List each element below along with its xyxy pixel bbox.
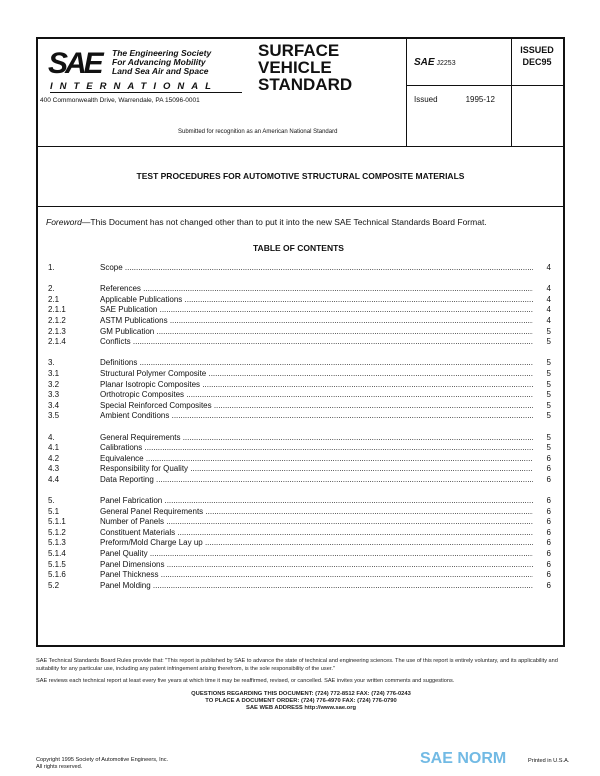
toc-page: 6: [546, 549, 551, 559]
toc-entry[interactable]: [46, 464, 551, 475]
toc-number: 4.: [48, 432, 55, 442]
issued-date: 1995-12: [465, 95, 495, 104]
toc-entry[interactable]: [46, 305, 551, 316]
toc-page: 5: [546, 411, 551, 421]
toc-page: 6: [546, 506, 551, 516]
contact-info: [36, 691, 566, 712]
footer-review: SAE reviews each technical report at least every five years at which time it may be reaffirmed, revised, or cancelled. SAE invites your written comments and suggestions.: [36, 678, 455, 684]
toc-page: 6: [546, 464, 551, 474]
toc-entry[interactable]: [46, 454, 551, 465]
toc-title: GM Publication .....: [100, 327, 533, 338]
header-doc-number-cell: [406, 39, 512, 146]
toc-entry[interactable]: [46, 358, 551, 369]
tagline-line: The Engineering Society: [112, 48, 212, 58]
toc-entry[interactable]: [46, 433, 551, 444]
toc-page: 5: [546, 432, 551, 442]
order-line: TO PLACE A DOCUMENT ORDER: (724) 776-4970 FAX: (724) 776-0790: [205, 698, 397, 704]
toc-title: Special Reinforced Composites .....: [100, 401, 533, 412]
toc-entry[interactable]: [46, 570, 551, 581]
toc-number: 1.: [48, 263, 55, 272]
status-line: ISSUED: [520, 45, 554, 55]
divider: [406, 85, 563, 86]
toc-gap: [46, 348, 551, 359]
toc-title: Preform/Mold Charge Lay up .....: [100, 538, 533, 549]
toc-title: Scope .....: [100, 263, 533, 274]
toc-page: 6: [546, 496, 551, 506]
toc-gap: [46, 485, 551, 496]
toc-title: Conflicts .....: [100, 337, 533, 348]
toc-title: Constituent Materials .....: [100, 528, 533, 539]
table-of-contents: [46, 263, 551, 591]
toc-number: 2.1: [48, 294, 60, 304]
toc-gap: [46, 274, 551, 285]
toc-title: Equivalence .....: [100, 454, 533, 465]
toc-page: 6: [546, 580, 551, 590]
doc-type-line: VEHICLE: [258, 58, 332, 77]
header-status-cell: [511, 39, 563, 86]
toc-number: 5.: [48, 496, 55, 506]
toc-number: 5.1.2: [48, 527, 66, 537]
foreword-text: —This Document has not changed other than to put it into the new SAE Technical Standards Board Format.: [81, 217, 487, 227]
toc-page: 6: [546, 538, 551, 548]
toc-page: 6: [546, 517, 551, 527]
doc-number-value: J2253: [436, 60, 456, 67]
toc-number: 5.2: [48, 580, 60, 590]
toc-entry[interactable]: [46, 528, 551, 539]
toc-entry[interactable]: [46, 284, 551, 295]
toc-title: References .....: [100, 284, 533, 295]
toc-entry[interactable]: [46, 337, 551, 348]
toc-number: 4.1: [48, 443, 60, 453]
toc-title: Data Reporting .....: [100, 475, 533, 486]
toc-page: 5: [546, 368, 551, 378]
toc-title: Panel Thickness .....: [100, 570, 533, 581]
toc-title: Panel Fabrication .....: [100, 496, 533, 507]
toc-number: 4.3: [48, 464, 60, 474]
toc-title: Applicable Publications .....: [100, 295, 533, 306]
document-body: [46, 217, 551, 591]
toc-number: 2.1.4: [48, 337, 66, 347]
tagline-line: Land Sea Air and Space: [112, 66, 209, 76]
toc-entry[interactable]: [46, 369, 551, 380]
footer-rules: SAE Technical Standards Board Rules provide that: "This report is published by SAE to advance the state of technical and engineering sciences. The use of this report is entirely voluntary, and its applicability and suitability for any particular use, including any patent infringement arising therefrom, is the sole responsibility of the user.": [36, 658, 558, 672]
document-frame: [36, 37, 565, 647]
questions-line: QUESTIONS REGARDING THIS DOCUMENT: (724) 772-8512 FAX: (724) 776-0243: [191, 691, 411, 697]
copyright: [36, 757, 168, 771]
toc-number: 2.1.2: [48, 315, 66, 325]
toc-title: Ambient Conditions .....: [100, 411, 533, 422]
toc-page: 4: [546, 284, 551, 294]
toc-title: Planar Isotropic Composites .....: [100, 380, 533, 391]
toc-page: 5: [546, 358, 551, 368]
toc-title: Calibrations .....: [100, 443, 533, 454]
toc-number: 5.1.5: [48, 559, 66, 569]
doc-number: [414, 57, 456, 68]
toc-heading: TABLE OF CONTENTS: [253, 243, 344, 253]
toc-title: Number of Panels .....: [100, 517, 533, 528]
toc-number: 3.5: [48, 411, 60, 421]
toc-title: Definitions .....: [100, 358, 533, 369]
toc-page: 4: [546, 315, 551, 325]
toc-entry[interactable]: [46, 263, 551, 274]
toc-page: 4: [546, 263, 551, 272]
doc-type-line: SURFACE: [258, 41, 340, 60]
toc-number: 4.2: [48, 453, 60, 463]
toc-entry[interactable]: [46, 295, 551, 306]
toc-entry[interactable]: [46, 316, 551, 327]
sae-logo: SAE: [48, 47, 101, 80]
submitted-note: Submitted for recognition as an American National Standard: [178, 129, 338, 135]
toc-title: Responsibility for Quality .....: [100, 464, 533, 475]
toc-number: 2.: [48, 284, 55, 294]
toc-entry[interactable]: [46, 401, 551, 412]
toc-number: 3.4: [48, 400, 60, 410]
toc-entry[interactable]: [46, 411, 551, 422]
foreword: [46, 217, 551, 228]
toc-number: 4.4: [48, 474, 60, 484]
toc-entry[interactable]: [46, 327, 551, 338]
toc-entry[interactable]: [46, 475, 551, 486]
rights-line: All rights reserved.: [36, 764, 83, 770]
toc-number: 5.1.3: [48, 538, 66, 548]
sae-norm-watermark: SAE NORM: [420, 750, 507, 767]
toc-entry[interactable]: [46, 380, 551, 391]
footer: [36, 657, 566, 712]
web-address[interactable]: SAE WEB ADDRESS http://www.sae.org: [245, 705, 357, 711]
toc-page: 6: [546, 559, 551, 569]
toc-entry[interactable]: [46, 507, 551, 518]
toc-entry[interactable]: [46, 390, 551, 401]
toc-title: Structural Polymer Composite .....: [100, 369, 533, 380]
toc-page: 5: [546, 337, 551, 347]
toc-number: 5.1: [48, 506, 60, 516]
toc-page: 6: [546, 453, 551, 463]
toc-title: ASTM Publications .....: [100, 316, 533, 327]
toc-entry[interactable]: [46, 549, 551, 560]
toc-title: SAE Publication .....: [100, 305, 533, 316]
toc-title: Panel Molding .....: [100, 581, 533, 592]
toc-title: General Panel Requirements .....: [100, 507, 533, 518]
doc-prefix: SAE: [414, 57, 435, 68]
toc-number: 3.: [48, 358, 55, 368]
toc-page: 5: [546, 443, 551, 453]
toc-entry[interactable]: [46, 560, 551, 571]
toc-page: 6: [546, 527, 551, 537]
issued-line: [414, 95, 495, 104]
tagline: [112, 49, 211, 76]
toc-gap: [46, 422, 551, 433]
toc-page: 4: [546, 294, 551, 304]
international-label: INTERNATIONAL: [50, 81, 242, 93]
toc-entry[interactable]: [46, 581, 551, 592]
toc-title: Panel Quality .....: [100, 549, 533, 560]
toc-entry[interactable]: [46, 538, 551, 549]
status: [511, 39, 563, 68]
toc-number: 3.3: [48, 390, 60, 400]
toc-page: 5: [546, 379, 551, 389]
doc-type: [258, 42, 352, 93]
toc-number: 3.2: [48, 379, 60, 389]
doc-type-line: STANDARD: [258, 75, 353, 94]
toc-number: 2.1.3: [48, 326, 66, 336]
toc-number: 2.1.1: [48, 305, 66, 315]
toc-number: 5.1.1: [48, 517, 66, 527]
printed-in: Printed in U.S.A.: [528, 758, 570, 764]
toc-page: 5: [546, 400, 551, 410]
toc-title: Orthotropic Composites .....: [100, 390, 533, 401]
toc-page: 4: [546, 305, 551, 315]
toc-number: 5.1.4: [48, 549, 66, 559]
copyright-line: Copyright 1995 Society of Automotive Engineers, Inc.: [36, 757, 169, 763]
address: 400 Commonwealth Drive, Warrendale, PA 15096-0001: [40, 97, 200, 104]
toc-entry[interactable]: [46, 517, 551, 528]
toc-page: 6: [546, 570, 551, 580]
toc-title: Panel Dimensions .....: [100, 560, 533, 571]
issued-label: Issued: [414, 95, 438, 104]
toc-number: 3.1: [48, 368, 60, 378]
toc-page: 5: [546, 326, 551, 336]
header: [38, 39, 563, 147]
toc-entry[interactable]: [46, 496, 551, 507]
tagline-line: For Advancing Mobility: [112, 57, 206, 67]
header-left: [38, 39, 407, 146]
status-line: DEC95: [522, 57, 552, 67]
toc-title: General Requirements .....: [100, 433, 533, 444]
document-title: TEST PROCEDURES FOR AUTOMOTIVE STRUCTURAL COMPOSITE MATERIALS: [38, 146, 563, 207]
toc-page: 5: [546, 390, 551, 400]
toc-number: 5.1.6: [48, 570, 66, 580]
foreword-label: Foreword: [46, 217, 82, 227]
toc-page: 6: [546, 474, 551, 484]
toc-entry[interactable]: [46, 443, 551, 454]
